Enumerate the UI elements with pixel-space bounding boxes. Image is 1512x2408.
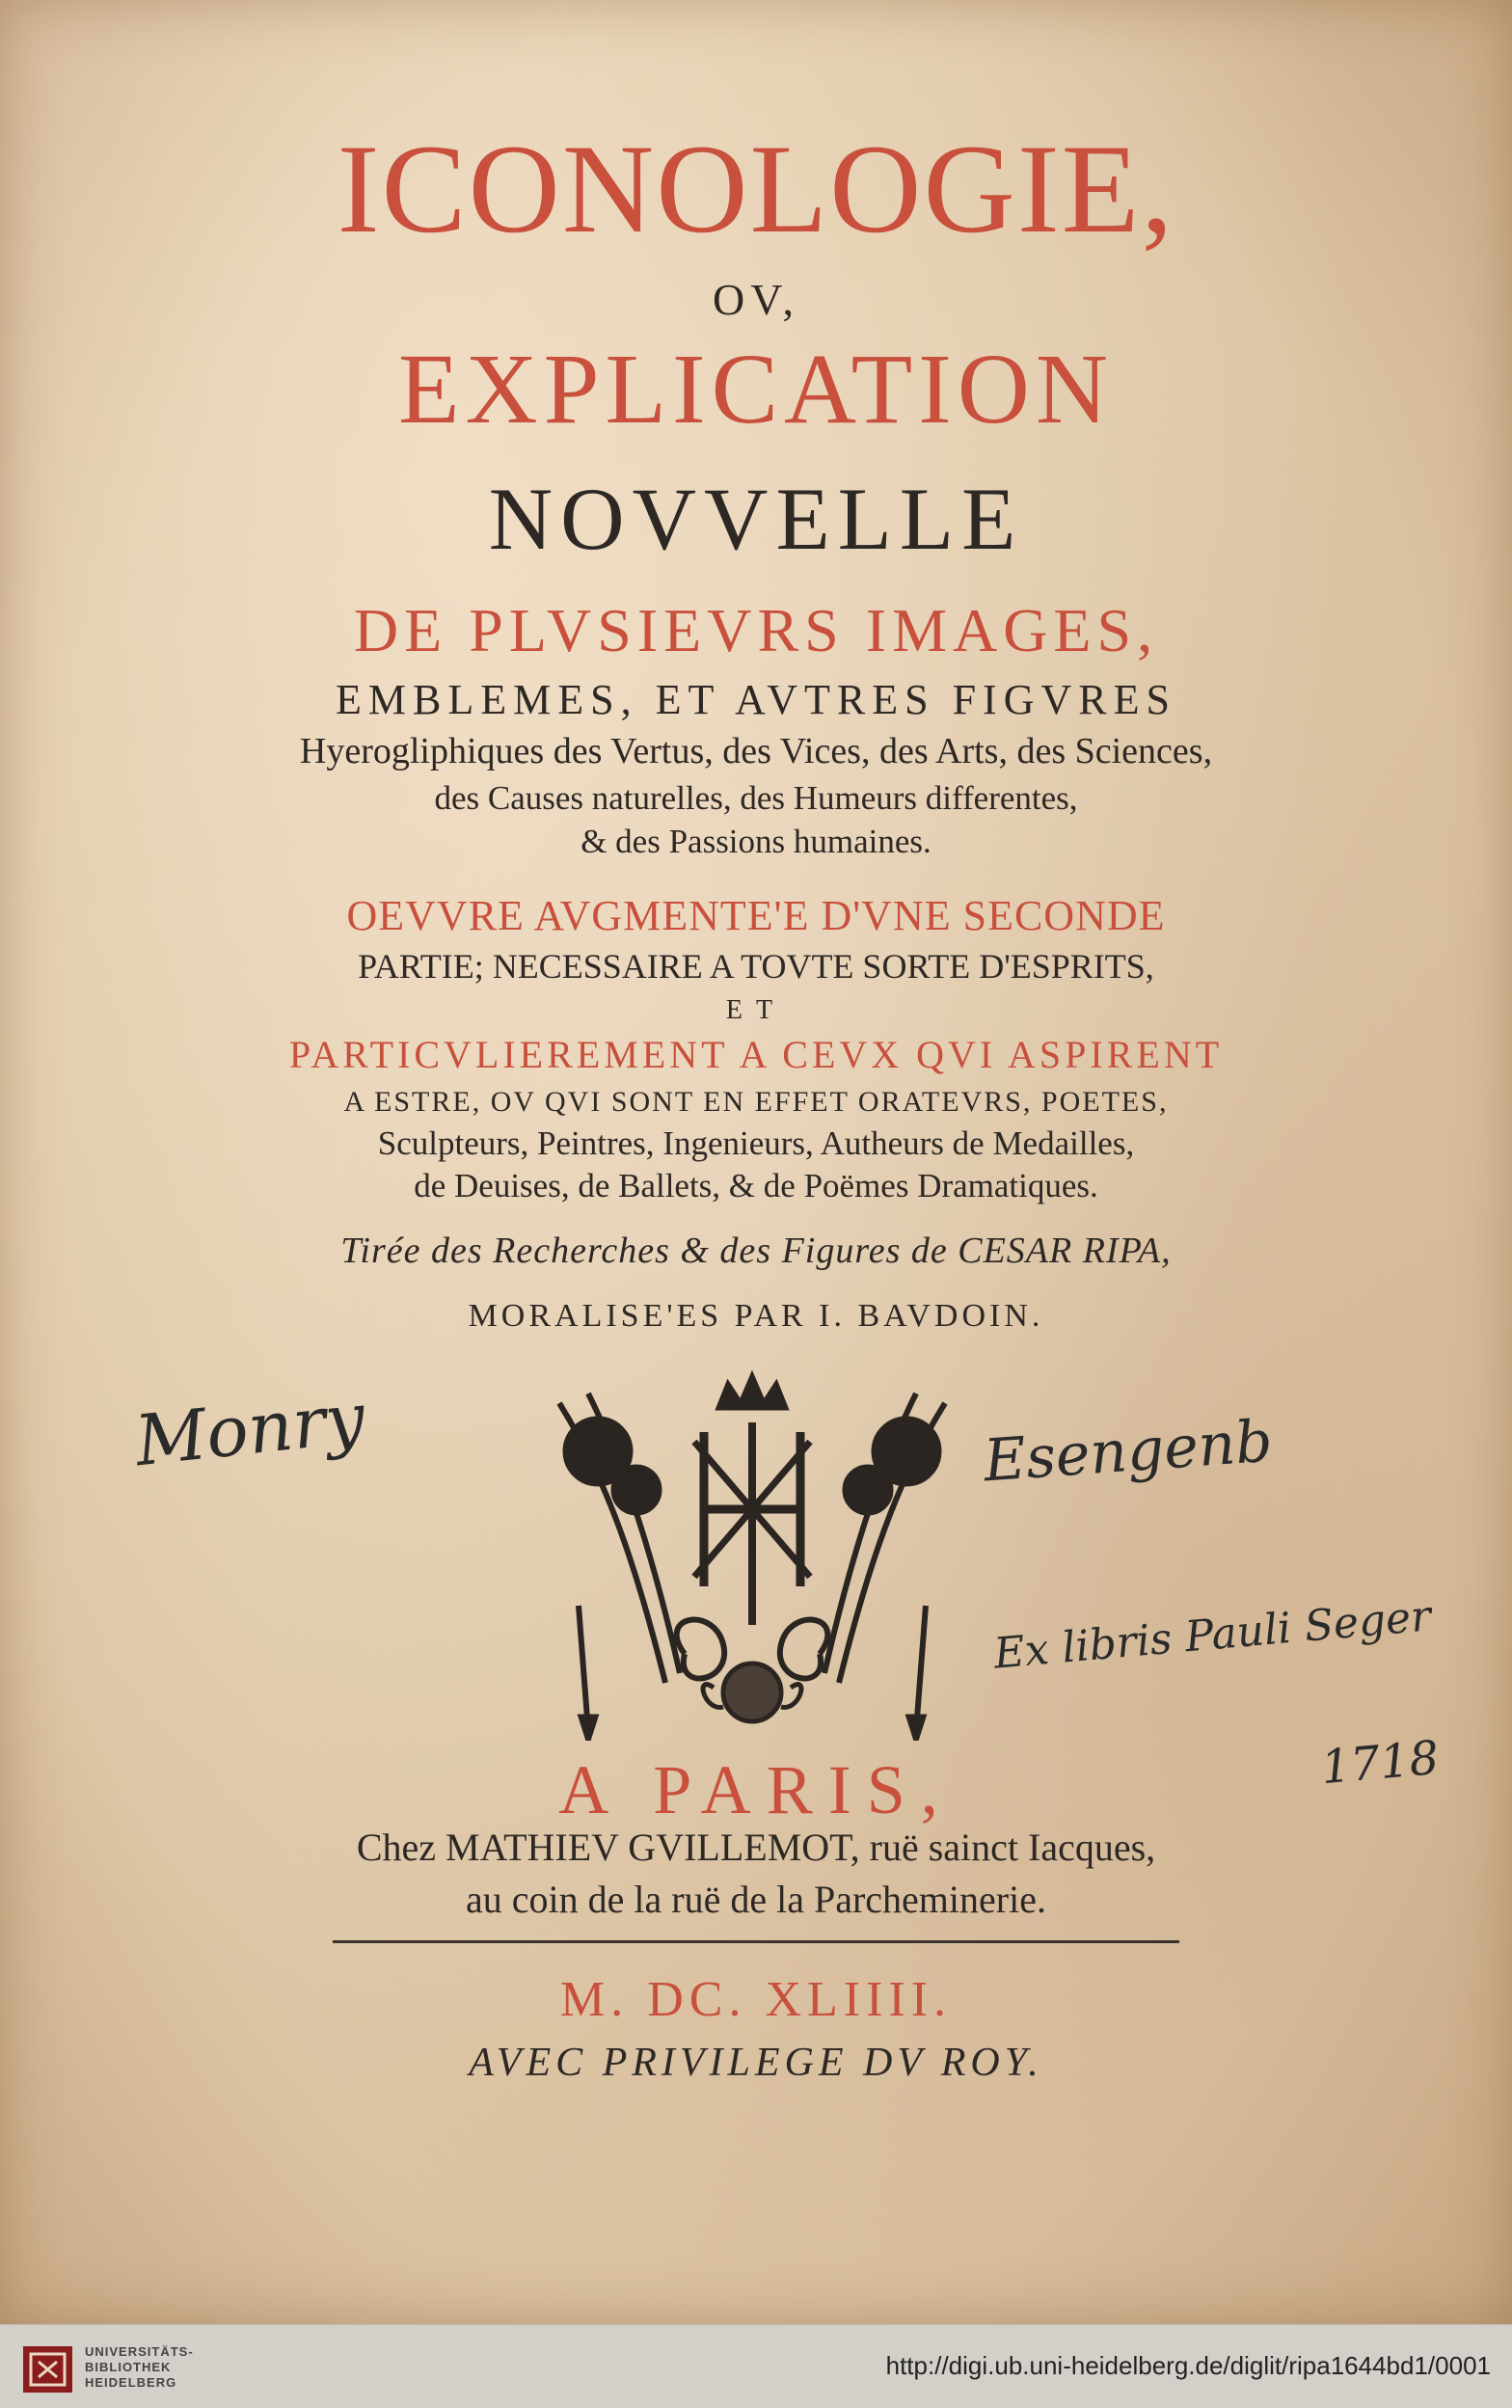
imprint-a-paris: A PARIS, xyxy=(558,1751,954,1828)
imprint-chez: Chez MATHIEV GVILLEMOT, ruë sainct Iacques, xyxy=(356,1826,1156,1869)
viewer-footer xyxy=(0,2324,1512,2408)
permalink-url[interactable]: http://digi.ub.uni-heidelberg.de/diglit/ripa1644bd1/0001 xyxy=(885,2351,1491,2380)
title-nouvelle: NOVVELLE xyxy=(488,470,1024,568)
line-sculpteurs: Sculpteurs, Peintres, Ingenieurs, Autheurs de Medailles, xyxy=(377,1124,1135,1162)
line-hyerogliphiques: Hyerogliphiques des Vertus, des Vices, des Arts, des Sciences, xyxy=(299,731,1213,771)
handwritten-left: Monry xyxy=(131,1376,369,1482)
title-explication: EXPLICATION xyxy=(398,334,1114,445)
line-tiree: Tirée des Recherches & des Figures de CESAR RIPA, xyxy=(340,1231,1172,1271)
library-logo-text xyxy=(85,2344,194,2391)
line-et: ET xyxy=(725,995,787,1025)
logo-line-1: UNIVERSITÄTS- xyxy=(85,2344,194,2359)
imprint-year: M. DC. XLIIII. xyxy=(559,1972,953,2027)
logo-line-3: HEIDELBERG xyxy=(85,2375,177,2390)
handwritten-year: 1718 xyxy=(1318,1730,1442,1796)
title-de-plusieurs-images: DE PLVSIEVRS IMAGES, xyxy=(353,596,1159,664)
logo-line-2: BIBLIOTHEK xyxy=(85,2360,172,2374)
title-iconologie: ICONOLOGIE, xyxy=(337,118,1175,259)
handwritten-ex-libris: Ex libris Pauli Seger xyxy=(991,1591,1434,1679)
title-ou: OV, xyxy=(712,275,799,324)
handwritten-right: Esengenb xyxy=(981,1407,1275,1496)
university-seal-icon xyxy=(21,2344,74,2394)
line-particulierement: PARTICVLIEREMENT A CEVX QVI ASPIRENT xyxy=(288,1033,1224,1076)
line-deuises: de Deuises, de Ballets, & de Poëmes Dramatiques. xyxy=(414,1167,1098,1204)
line-causes: des Causes naturelles, des Humeurs differentes, xyxy=(434,779,1078,817)
printers-ornament xyxy=(521,1365,984,1741)
line-passions: & des Passions humaines. xyxy=(580,823,932,860)
line-a-estre: A ESTRE, OV QVI SONT EN EFFET ORATEVRS, POETES, xyxy=(343,1086,1169,1118)
line-oeuvre: OEVVRE AVGMENTE'E D'VNE SECONDE xyxy=(346,892,1166,939)
imprint-au-coin: au coin de la ruë de la Parcheminerie. xyxy=(466,1878,1046,1921)
imprint-rule xyxy=(333,1940,1179,1943)
line-partie: PARTIE; NECESSAIRE A TOVTE SORTE D'ESPRITS, xyxy=(358,947,1154,986)
line-moralisees: MORALISE'ES PAR I. BAVDOIN. xyxy=(468,1298,1044,1334)
imprint-privilege: AVEC PRIVILEGE DV ROY. xyxy=(469,2041,1043,2085)
title-emblemes: EMBLEMES, ET AVTRES FIGVRES xyxy=(336,676,1176,723)
